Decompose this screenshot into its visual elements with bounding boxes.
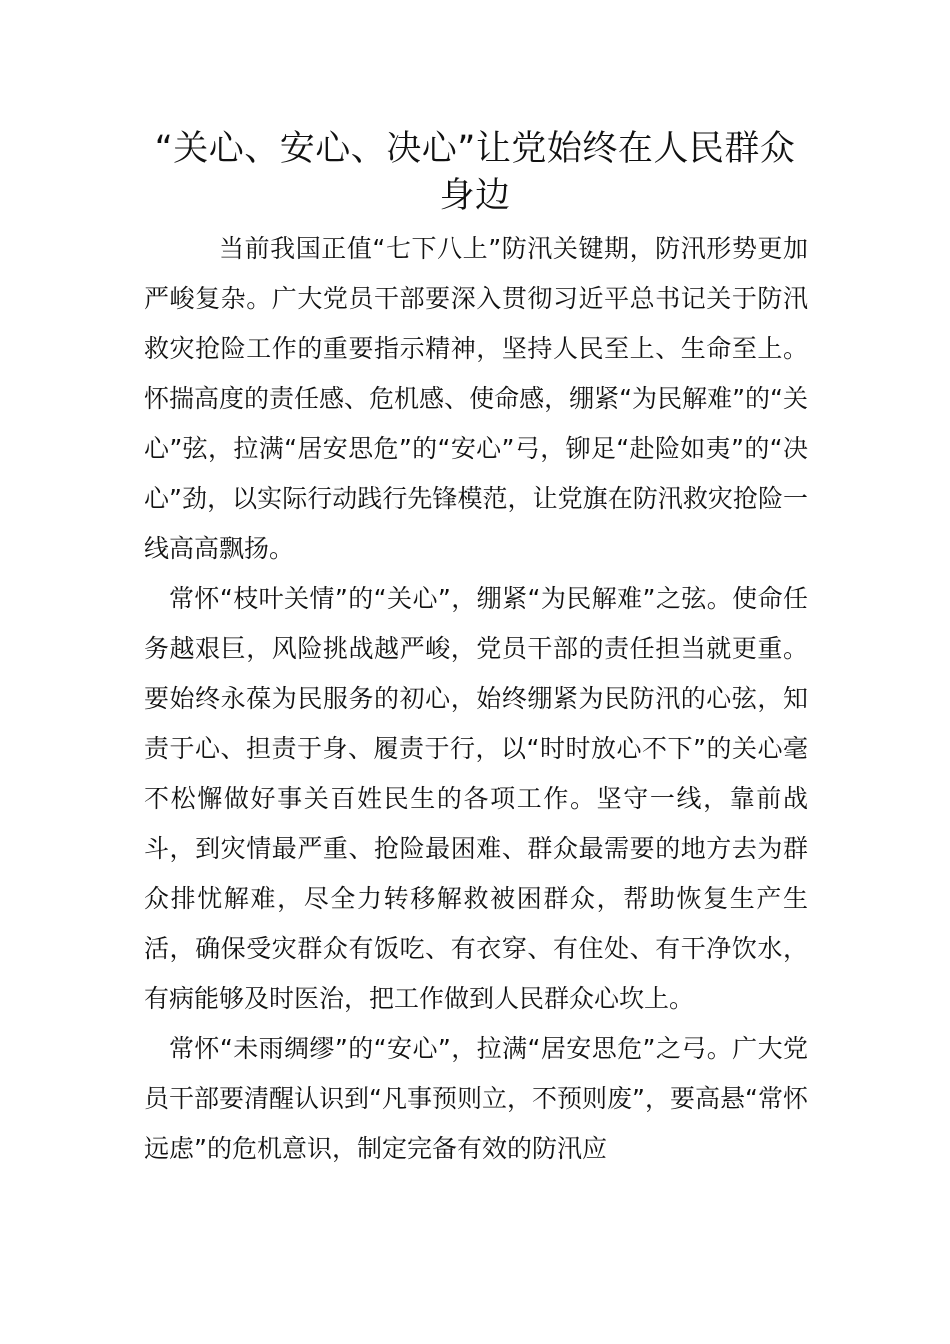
document-title: “关心、安心、决心”让党始终在人民群众身边: [154, 129, 796, 216]
document-body: [144, 224, 808, 1174]
paragraph-concern: 常怀“枝叶关情”的“关心”，绷紧“为民解难”之弦。使命任务越艰巨，风险挑战越严峻，党员干部的责任担当就更重。要始终永葆为民服务的初心，始终绷紧为民防汛的心弦，知责于心、担责于身、履责于行，以“时时放心不下”的关心毫不松懈做好事关百姓民生的各项工作。坚守一线，靠前战斗，到灾情最严重、抢险最困难、群众最需要的地方去为群众排忧解难，尽全力转移解救被困群众，帮助恢复生产生活，确保受灾群众有饭吃、有衣穿、有住处、有干净饮水，有病能够及时医治，把工作做到人民群众心坎上。: [144, 584, 808, 1013]
paragraph-intro: 当前我国正值“七下八上”防汛关键期，防汛形势更加严峻复杂。广大党员干部要深入贯彻习近平总书记关于防汛救灾抢险工作的重要指示精神，坚持人民至上、生命至上。怀揣高度的责任感、危机感、使命感，绷紧“为民解难”的“关心”弦，拉满“居安思危”的“安心”弓，铆足“赴险如夷”的“决心”劲，以实际行动践行先锋模范，让党旗在防汛救灾抢险一线高高飘扬。: [144, 234, 808, 563]
paragraph-preparedness: 常怀“未雨绸缪”的“安心”，拉满“居安思危”之弓。广大党员干部要清醒认识到“凡事预则立，不预则废”，要高悬“常怀远虑”的危机意识，制定完备有效的防汛应: [144, 1034, 808, 1163]
